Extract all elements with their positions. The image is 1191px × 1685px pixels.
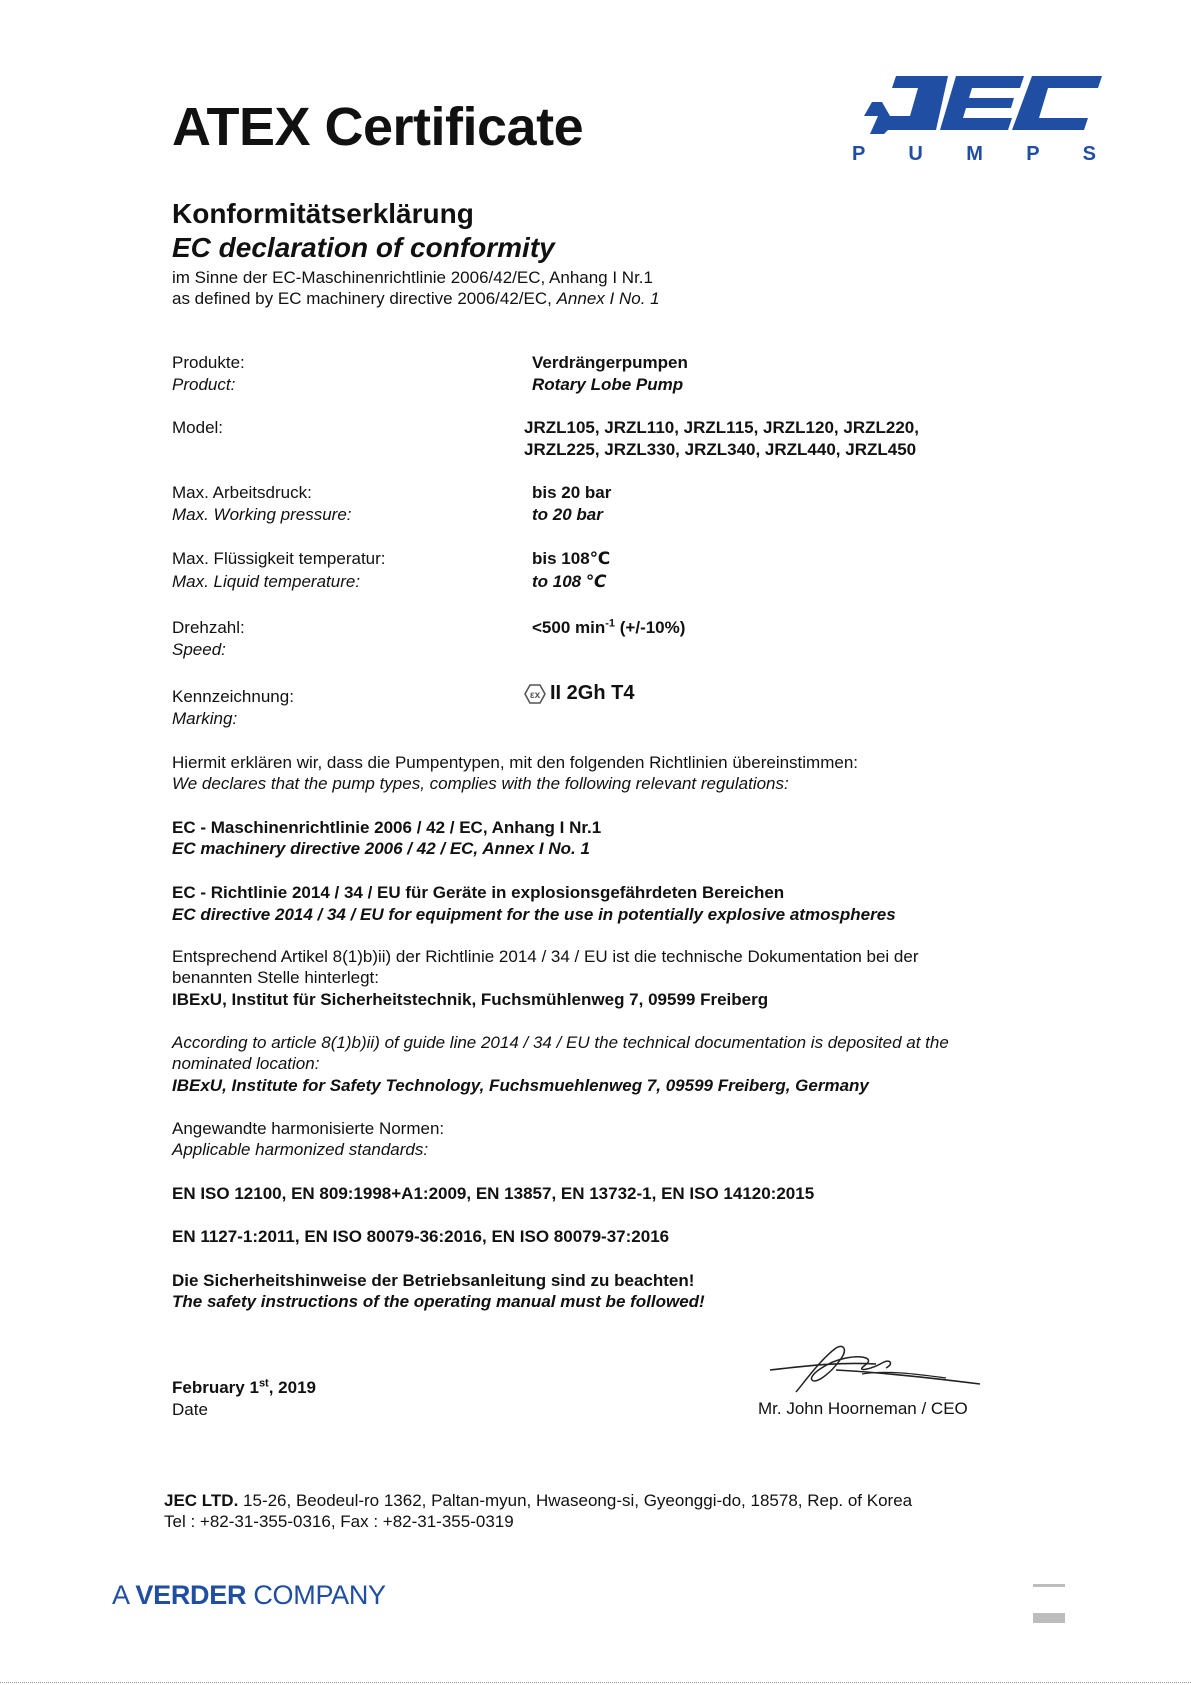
statement-en: We declares that the pump types, complies with the following relevant regulations: [172,774,789,793]
documentation-en-line1: According to article 8(1)b)ii) of guide line 2014 / 34 / EU the technical documentation is deposited at the [172,1033,949,1052]
pressure-value-de: bis 20 bar [532,483,612,502]
standards-line1: EN ISO 12100, EN 809:1998+A1:2009, EN 13857, EN 13732-1, EN ISO 14120:2015 [172,1184,815,1203]
temperature-label-de: Max. Flüssigkeit temperatur: [172,549,386,568]
temperature-value-de: bis 108℃ [532,549,611,568]
page-marker-bottom [1033,1613,1065,1623]
documentation-de-line2: benannten Stelle hinterlegt: [172,968,379,987]
svg-text:εx: εx [529,689,541,701]
directive-1-de: EC - Maschinenrichtlinie 2006 / 42 / EC, Anhang I Nr.1 [172,818,602,837]
jec-pumps-logo [848,72,1104,164]
directive-2-de: EC - Richtlinie 2014 / 34 / EU für Geräte in explosionsgefährdeten Bereichen [172,883,785,902]
documentation-de-line1: Entsprechend Artikel 8(1)b)ii) der Richtlinie 2014 / 34 / EU ist die technische Dokumentation bei der [172,947,919,966]
marking-label-de: Kennzeichnung: [172,687,294,706]
safety-en: The safety instructions of the operating manual must be followed! [172,1292,705,1311]
temperature-value-en: to 108 ℃ [532,572,607,591]
product-label-de: Produkte: [172,353,245,372]
directive-line-de: im Sinne der EC-Maschinenrichtlinie 2006/42/EC, Anhang I Nr.1 [172,268,653,287]
declaration-title-de: Konformitätserklärung [172,198,474,229]
company-address: JEC LTD. 15-26, Beodeul-ro 1362, Paltan-myun, Hwaseong-si, Gyeonggi-do, 18578, Rep. of Korea Tel : +82-31-355-0316, Fax : +82-31-355-0319 [164,1491,913,1531]
directive-2-en: EC directive 2014 / 34 / EU for equipment for the use in potentially explosive atmospheres [172,905,896,924]
model-label: Model: [172,418,224,437]
directive-1-en: EC machinery directive 2006 / 42 / EC, Annex I No. 1 [172,839,590,858]
documentation-en-line2: nominated location: [172,1054,320,1073]
model-value-line2: JRZL225, JRZL330, JRZL340, JRZL440, JRZL450 [524,440,917,459]
verder-company-logo: A VERDER COMPANY [112,1580,386,1610]
speed-label-en: Speed: [172,640,226,659]
signature [766,1340,986,1398]
date-label: Date [172,1400,208,1419]
page-bottom-rule [0,1682,1191,1683]
speed-label-de: Drehzahl: [172,618,245,637]
product-label-en: Product: [172,375,236,394]
product-value-en: Rotary Lobe Pump [532,375,684,394]
marking-label-en: Marking: [172,709,238,728]
statement-de: Hiermit erklären wir, dass die Pumpentypen, mit den folgenden Richtlinien übereinstimmen: [172,753,859,772]
page-marker-top [1033,1584,1065,1587]
documentation-de-body: IBExU, Institut für Sicherheitstechnik, Fuchsmühlenweg 7, 09599 Freiberg [172,990,769,1009]
safety-de: Die Sicherheitshinweise der Betriebsanleitung sind zu beachten! [172,1271,695,1290]
marking-value: εx II 2Gh T4 [524,682,634,705]
issue-date: February 1st, 2019 [172,1377,316,1397]
documentation-en-body: IBExU, Institute for Safety Technology, Fuchsmuehlenweg 7, 09599 Freiberg, Germany [172,1076,869,1095]
pressure-label-de: Max. Arbeitsdruck: [172,483,312,502]
signer-name: Mr. John Hoorneman / CEO [758,1399,968,1418]
model-value-line1: JRZL105, JRZL110, JRZL115, JRZL120, JRZL220, [524,418,919,437]
pressure-value-en: to 20 bar [532,505,603,524]
pressure-label-en: Max. Working pressure: [172,505,352,524]
standards-line2: EN 1127-1:2011, EN ISO 80079-36:2016, EN ISO 80079-37:2016 [172,1227,670,1246]
standards-label-de: Angewandte harmonisierte Normen: [172,1119,445,1138]
product-value-de: Verdrängerpumpen [532,353,688,372]
company-contact: Tel : +82-31-355-0316, Fax : +82-31-355-0319 [164,1512,514,1531]
page-title: ATEX Certificate [172,97,584,157]
temperature-label-en: Max. Liquid temperature: [172,572,361,591]
ex-hexagon-icon [524,684,546,704]
speed-value: <500 $\min^{-1} (+/-10\%)$ [532,617,686,637]
directive-line-en: as defined by EC machinery directive 2006/42/EC, Annex I No. 1 [172,289,660,308]
declaration-title-en: EC declaration of conformity [172,232,555,263]
standards-label-en: Applicable harmonized standards: [172,1140,429,1159]
logo-subtitle: P U M P S [852,143,1096,164]
company-name: JEC LTD. [164,1491,239,1510]
